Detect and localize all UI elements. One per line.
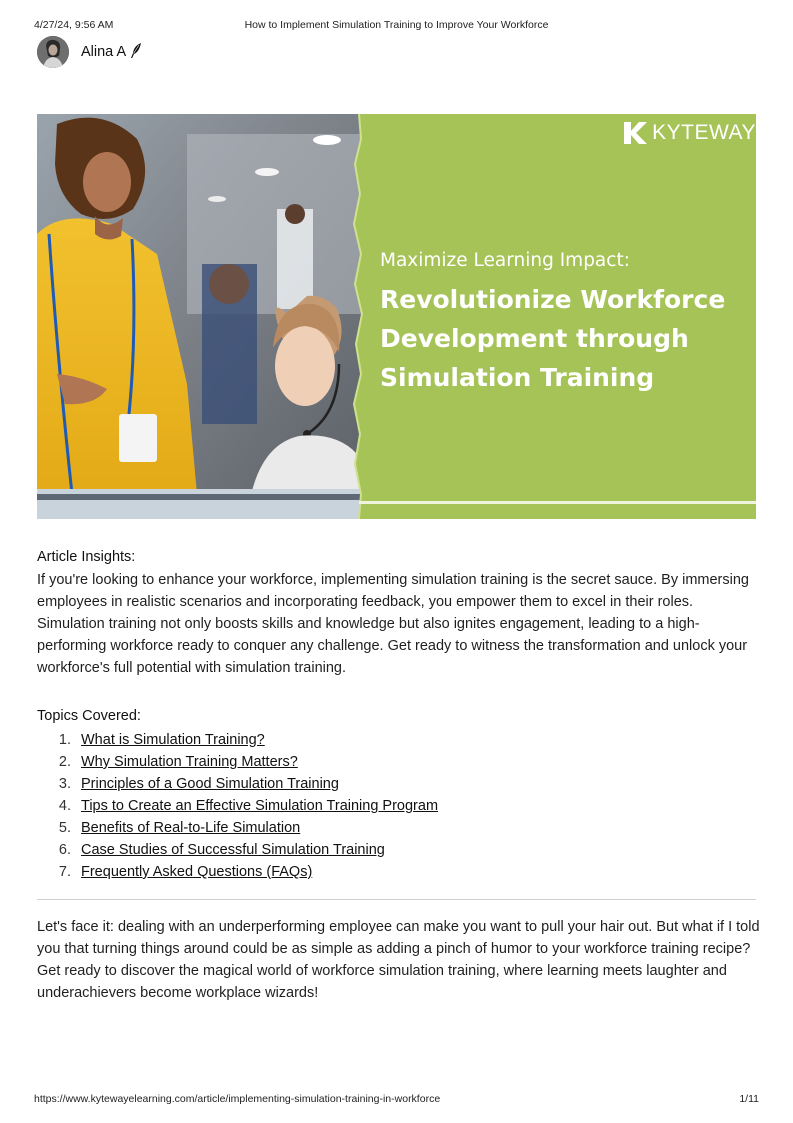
print-date: 4/27/24, 9:56 AM	[34, 19, 114, 31]
print-footer	[34, 1093, 759, 1107]
hero-banner	[37, 114, 756, 519]
logo-text: KYTEWAY	[652, 121, 756, 144]
topic-link-case-studies[interactable]: Case Studies of Successful Simulation Training	[81, 842, 385, 858]
kyteway-logo-icon	[622, 120, 648, 146]
topic-number: 6.	[58, 842, 71, 858]
banner-photo	[37, 114, 367, 519]
list-item	[37, 729, 438, 751]
print-page-number: 1/11	[739, 1093, 759, 1105]
banner-divider-line	[359, 501, 756, 504]
print-header	[34, 19, 759, 33]
insights-body: If you're looking to enhance your workforce, implementing simulation training is the secret sauce. By immersing employees in realistic scenarios and incorporating feedback, you empower them to excel in their roles. Simulation training not only boosts skills and knowledge but also ignites engagement, leading to a high-performing workforce ready to conquer any challenge. Get ready to witness the transformation and unlock your workforce's full potential with simulation training.	[37, 572, 749, 676]
topic-link-why-matters[interactable]: Why Simulation Training Matters?	[81, 754, 298, 770]
topic-link-what-is[interactable]: What is Simulation Training?	[81, 732, 265, 748]
topics-heading: Topics Covered:	[37, 708, 141, 724]
list-item	[37, 795, 438, 817]
kyteway-logo	[622, 120, 756, 146]
torn-edge	[333, 114, 373, 519]
topic-number: 3.	[58, 776, 71, 792]
intro-body: Let's face it: dealing with an underperforming employee can make you want to pull your hair out. But what if I told you that turning things around could be as simple as adding a pinch of humor to your workforce training recipe? Get ready to discover the magical world of workforce simulation training, where learning meets laughter and underachievers become workplace wizards!	[37, 919, 760, 1001]
topic-number: 1.	[58, 732, 71, 748]
list-item	[37, 751, 438, 773]
topic-number: 2.	[58, 754, 71, 770]
author-block	[37, 36, 142, 68]
list-item	[37, 773, 438, 795]
banner-title: Revolutionize Workforce Development through Simulation Training	[380, 285, 726, 392]
banner-subtitle: Maximize Learning Impact:	[380, 250, 630, 271]
list-item	[37, 817, 438, 839]
list-item	[37, 839, 438, 861]
topic-number: 7.	[58, 864, 71, 880]
avatar[interactable]	[37, 36, 69, 68]
topic-link-benefits[interactable]: Benefits of Real-to-Life Simulation	[81, 820, 301, 836]
quill-icon	[130, 43, 142, 61]
section-divider	[37, 899, 756, 900]
print-title: How to Implement Simulation Training to Improve Your Workforce	[244, 19, 549, 31]
topic-link-tips[interactable]: Tips to Create an Effective Simulation Training Program	[81, 798, 439, 814]
topic-link-principles[interactable]: Principles of a Good Simulation Training	[81, 776, 339, 792]
topics-list	[37, 729, 438, 883]
print-url: https://www.kytewayelearning.com/article/implementing-simulation-training-in-workforce	[34, 1093, 441, 1105]
list-item	[37, 861, 438, 883]
insights-heading: Article Insights:	[37, 549, 136, 565]
topic-link-faqs[interactable]: Frequently Asked Questions (FAQs)	[81, 864, 313, 880]
topic-number: 4.	[58, 798, 71, 814]
author-name[interactable]: Alina A	[81, 44, 127, 60]
topic-number: 5.	[58, 820, 71, 836]
